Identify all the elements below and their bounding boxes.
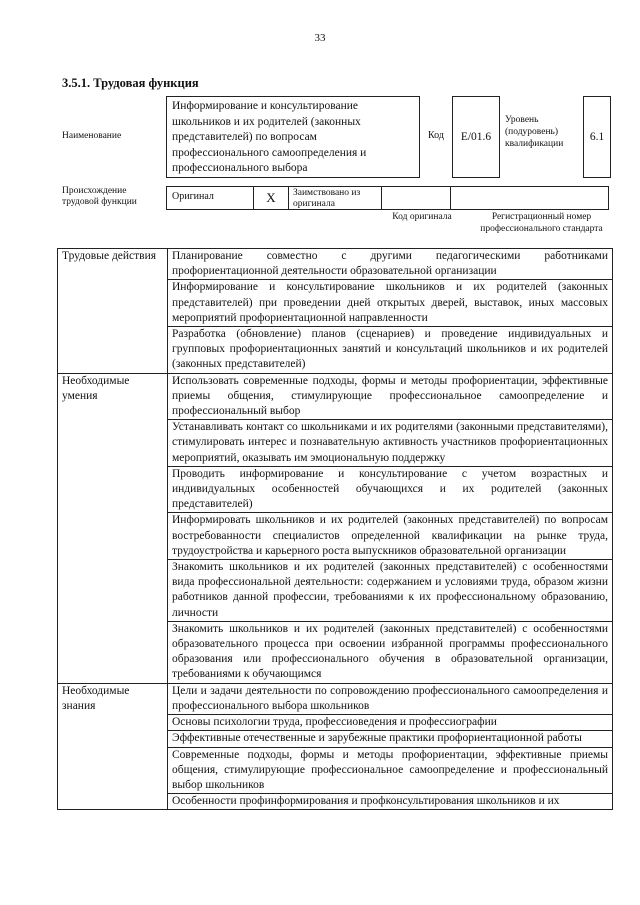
section-item-cell: Информирование и консультирование школьников и их родителей (законных представителей) при проведении дней открытых дверей, выставок, иных массовых мероприятий профориентационной направленности <box>168 280 613 327</box>
section-item-cell: Знакомить школьников и их родителей (законных представителей) с особенностями вида профессиональной деятельности: содержанием и условиями труда, образом жизни работников данной профессии, требованиями к их профессиональному образованию, личности <box>168 560 613 622</box>
section-title-cell: Необходимые знания <box>58 683 168 810</box>
section-item-cell: Современные подходы, формы и методы профориентации, эффективные приемы общения, стимулирующие профессиональное самоопределение и профессиональный выбор школьников <box>168 747 613 794</box>
function-name-box: Информирование и консультирование школьников и их родителей (законных представителей) по вопросам профессионального самоопределения и профессионального выбора <box>166 96 420 178</box>
page-number: 33 <box>314 32 326 44</box>
section-item-cell: Использовать современные подходы, формы и методы профориентации, эффективные приемы общения, стимулирующие профессиональное самоопределение и профессиональный выбор <box>168 373 613 420</box>
section-title-cell: Необходимые умения <box>58 373 168 683</box>
qualification-level-box: 6.1 <box>583 96 611 178</box>
qualification-level-label: Уровень (подуровень) квалификации <box>505 115 564 149</box>
origin-row <box>166 186 611 210</box>
borrowed-cell: Заимствовано из оригинала <box>288 186 382 210</box>
reg-number-cell <box>450 186 609 210</box>
original-mark-cell: X <box>253 186 289 210</box>
section-item-cell: Разработка (обновление) планов (сценариев) и проведение индивидуальных и групповых профориентационных занятий и консультаций школьников и их родителей (законных представителей) <box>168 327 613 374</box>
original-cell: Оригинал <box>166 186 254 210</box>
section-item-cell: Особенности профинформирования и профконсультирования школьников и их <box>168 794 613 810</box>
table-row <box>58 373 613 420</box>
section-item-cell: Знакомить школьников и их родителей (законных представителей) с особенностями образовательного процесса при освоении избранной программы профессионального образования или профессионального обучения в образовательной организации, требованиями к обучающимся <box>168 621 613 683</box>
table-row <box>58 683 613 714</box>
origin-label: Происхождение трудовой функции <box>62 186 137 207</box>
section-item-cell: Информировать школьников и их родителей (законных представителей) по вопросам востребованности специалистов определенной квалификации на рынке труда, трудоустройства и карьерного роста выпускников образовательной организации <box>168 513 613 560</box>
original-code-cell <box>381 186 451 210</box>
section-item-cell: Планирование совместно с другими педагогическими работниками профориентационной деятельности образовательной организации <box>168 249 613 280</box>
table-row <box>58 249 613 280</box>
section-item-cell: Основы психологии труда, профессиоведения и профессиографии <box>168 715 613 731</box>
name-label: Наименование <box>62 131 122 141</box>
section-item-cell: Устанавливать контакт со школьниками и их родителями (законными представителями), стимулировать интерес и познавательную активность участников профориентационных мероприятий, оказывать им эмоциональную поддержку <box>168 420 613 467</box>
section-item-cell: Цели и задачи деятельности по сопровождению профессионального самоопределения и профессионального выбора школьников <box>168 683 613 714</box>
function-code-box: E/01.6 <box>452 96 500 178</box>
code-label: Код <box>428 130 444 141</box>
section-title-cell: Трудовые действия <box>58 249 168 374</box>
section-item-cell: Эффективные отечественные и зарубежные практики профориентационной работы <box>168 731 613 747</box>
function-details-table <box>57 248 613 810</box>
section-item-cell: Проводить информирование и консультирование с учетом возрастных и индивидуальных особенностей обучающихся и их родителей (законных представителей) <box>168 466 613 513</box>
reg-number-caption: Регистрационный номер профессионального стандарта <box>480 212 603 234</box>
section-title: 3.5.1. Трудовая функция <box>62 76 199 90</box>
code-original-caption: Код оригинала <box>392 212 452 222</box>
